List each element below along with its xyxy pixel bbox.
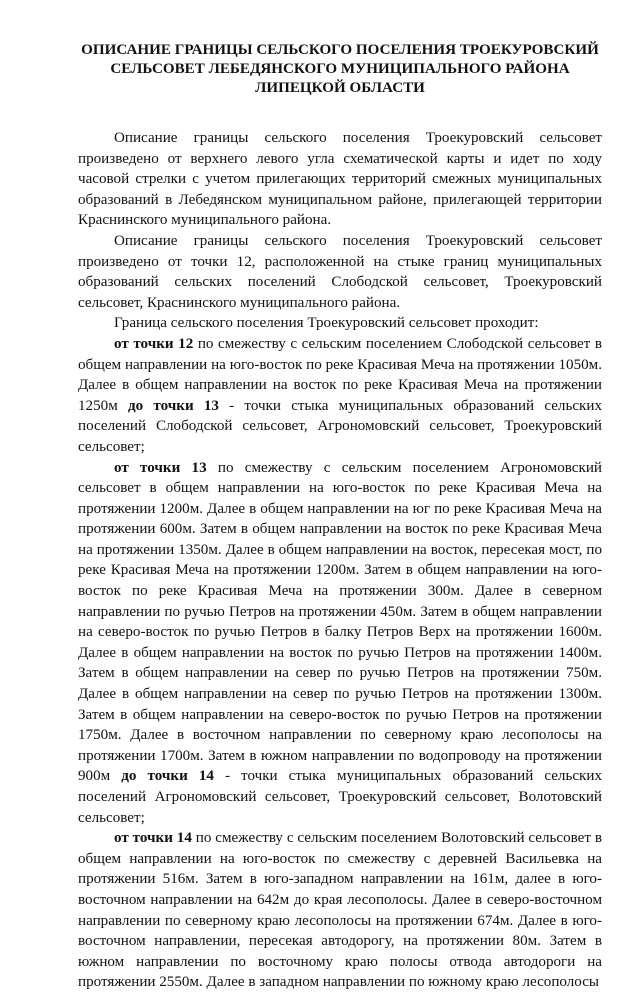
paragraph-text: Описание границы сельского поселения Троекуровский сельсовет произведено от точки 12, расположенной на стыке границ муниципальных образований сельских поселений Слободской сельсовет, Троекуровский сельсовет, Краснинского муниципального района.: [78, 232, 602, 311]
paragraph-text: по смежеству с сельским поселением Агрономовский сельсовет в общем направлении на юго-восток по реке Красивая Меча на протяжении 1200м. Далее в общем направлении на юг по реке Красивая Меча на протяжении 600м. Затем в общем направлении на восток по реке Красивая Меча на протяжении 1350м. Далее в общем направлении на восток, пересекая мост, по реке Красивая Меча на протяжении 1200м. Затем в общем направлении на юго-восток по реке Красивая Меча на протяжении 300м. Далее в северном направлении по ручью Петров на протяжении 450м. Затем в общем направлении на северо-восток по ручью Петров в балку Петров Верх на протяжении 1600м. Далее в общем направлении на восток по ручью Петров на протяжении 1400м. Затем в общем направлении на север по ручью Петров на протяжении 750м. Далее в общем направлении на север по ручью Петров на протяжении 1300м. Затем в общем направлении на северо-восток по ручью Петров на протяжении 1750м. Далее в восточном направлении по северному краю лесополосы на протяжении 1700м. Затем в южном направлении по водопроводу на протяжении 900м: [78, 459, 602, 785]
document-title: ОПИСАНИЕ ГРАНИЦЫ СЕЛЬСКОГО ПОСЕЛЕНИЯ ТРОЕКУРОВСКИЙ СЕЛЬСОВЕТ ЛЕБЕДЯНСКОГО МУНИЦИПАЛЬНОГО РАЙОНА ЛИПЕЦКОЙ ОБЛАСТИ: [81, 42, 599, 96]
paragraph-point-12: [78, 334, 602, 458]
paragraph-point-14: [78, 828, 602, 993]
document-page: [78, 41, 602, 993]
paragraph-tail: - точки стыка муниципальных образований сельских поселений Агрономовский сельсовет, Троекуровский сельсовет, Волотовский сельсовет;: [78, 768, 602, 826]
paragraph-intro: [78, 128, 602, 231]
paragraph-text: Описание границы сельского поселения Троекуровский сельсовет произведено от верхнего левого угла схематической карты и идет по ходу часовой стрелки с учетом прилегающих территорий смежных муниципальных образований в Лебедянском муниципальном районе, прилегающей территории Краснинского муниципального района.: [78, 130, 602, 229]
paragraph-tail: - точки стыка муниципальных образований сельских поселений Слободской сельсовет, Агрономовский сельсовет, Троекуровский сельсовет;: [78, 397, 603, 455]
point-lead: от точки 13: [114, 459, 207, 476]
paragraph-text: Граница сельского поселения Троекуровский сельсовет проходит:: [114, 315, 539, 332]
point-target: до точки 13: [127, 397, 219, 414]
paragraph-text: по смежеству с сельским поселением Слободской сельсовет в общем направлении на юго-восток по реке Красивая Меча на протяжении 1050м. Далее в общем направлении на восток по реке Красивая Меча на протяжении 1250м: [78, 335, 602, 414]
paragraph-start-point: [78, 231, 602, 313]
paragraph-text: по смежеству с сельским поселением Волотовский сельсовет в общем направлении на юго-восток по смежеству с деревней Васильевка на протяжении 516м. Затем в юго-западном направлении на 161м, далее в юго-восточном направлении на 642м до края лесополосы. Далее в северо-восточном направлении по северному краю лесополосы на протяжении 674м. Далее в юго-восточном направлении, пересекая автодорогу, на протяжении 80м. Затем в южном направлении по восточному краю полосы отвода автодороги на протяжении 2550м. Далее в западном направлении по южному краю лесополосы: [78, 830, 602, 991]
point-target: до точки 14: [121, 768, 214, 785]
point-lead: от точки 14: [114, 830, 192, 847]
paragraph-boundary-heading: [78, 313, 602, 334]
point-lead: от точки 12: [114, 335, 194, 352]
paragraph-point-13: [78, 458, 602, 829]
